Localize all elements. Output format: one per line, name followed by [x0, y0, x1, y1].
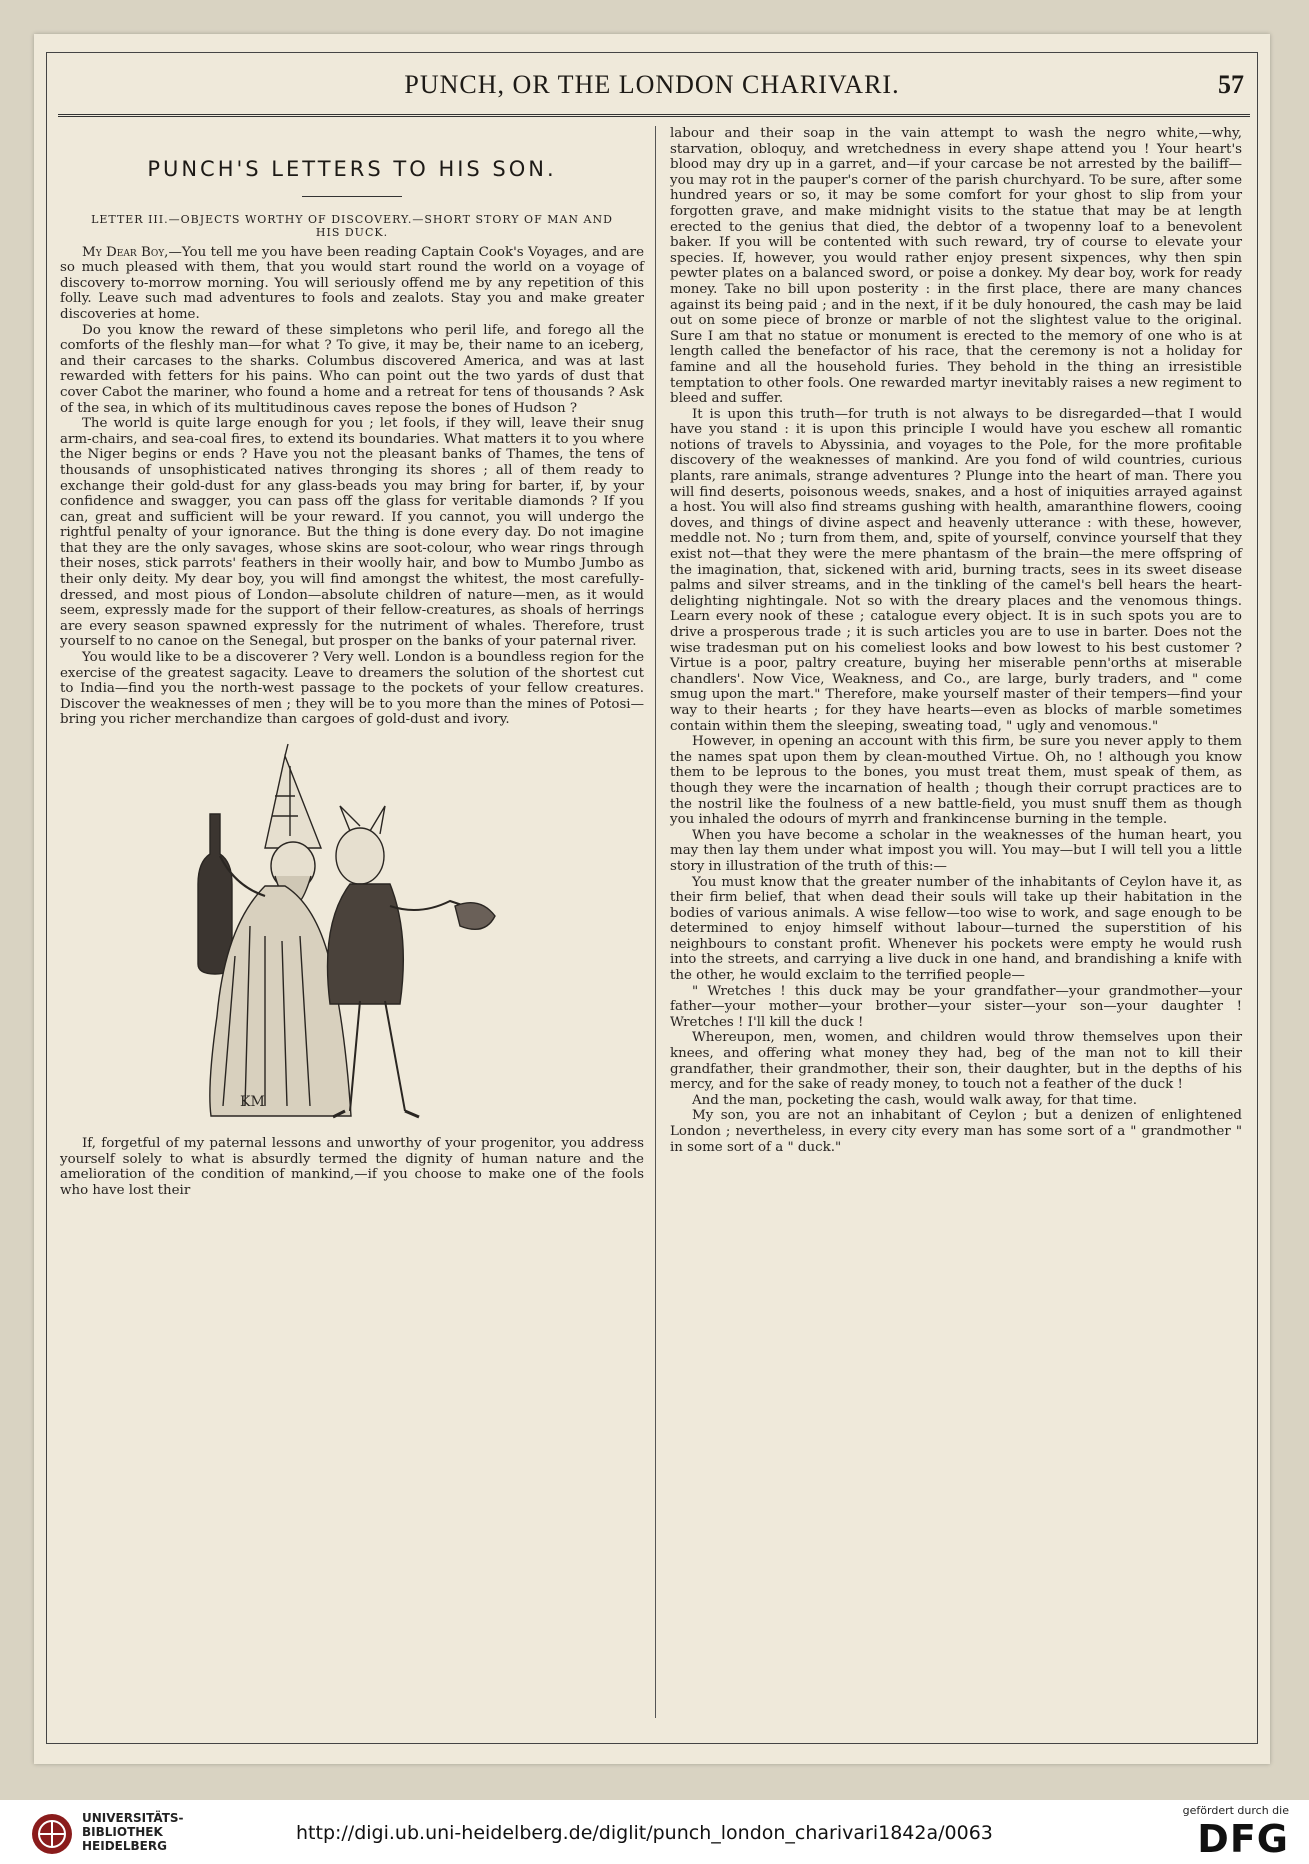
source-url-link[interactable]: http://digi.ub.uni-heidelberg.de/diglit/punch_london_charivari1842a/0063: [296, 1822, 993, 1844]
dfg-logo: DFG: [1197, 1817, 1289, 1861]
paragraph: And the man, pocketing the cash, would walk away, for that time.: [692, 1092, 1138, 1108]
right-column: [670, 126, 1242, 1155]
institution-name: UNIVERSITÄTS- BIBLIOTHEK HEIDELBERG: [82, 1811, 184, 1853]
article-title: PUNCH'S LETTERS TO HIS SON.: [147, 157, 557, 181]
paragraph: It is upon this truth—for truth is not always to be disregarded—that I would have you stand : it is upon this principle I would have you eschew all romantic notions of travels to Abyssinia, and voyages to the Pole, for the more profitable discovery of the weaknesses of mankind. Are you fond of wild countries, curious plants, rare animals, strange adventures ? Plunge into the heart of man. There you will find deserts, poisonous weeds, snakes, and a host of iniquities arrayed against a host. You will also find streams gushing with health, amaranthine flowers, cooing doves, and things of divine aspect and heavenly utterance : with these, however, meddle not. No ; turn from them, and, spite of yourself, convince yourself that they exist not—that they were the mere phantasm of the brain—the mere offspring of the imagination, that, sickened with arid, burning tracts, sees in its sweet disease palms and silver streams, and in the tinkling of the camel's bell hears the heart-delighting nightingale. Not so with the dreary places and the venomous things. Learn every nook of these ; catalogue every object. It is in such spots you are to drive a prosperous trade ; it is such articles you are to use in barter. Does not the wise tradesman put on his comeliest looks and bow lowest to his best customer ? Virtue is a poor, paltry creature, buying her miserable penn'orths at miserable chandlers'. Now Vice, Weakness, and Co., are large, burly traders, and " come smug upon the mart." Therefore, make yourself master of their tempers—find your way to their hearts ; for they have hearts—even as blocks of marble sometimes contain within them the sleeping, sweating toad, " ugly and venomous.": [670, 406, 1242, 734]
page-header: [34, 70, 1270, 110]
running-title: PUNCH, OR THE LONDON CHARIVARI.: [404, 70, 900, 99]
paragraph: labour and their soap in the vain attempt to wash the negro white,—why, starvation, obloquy, and wretchedness in every shape attend you ! Your heart's blood may dry up in a garret, and—if your carcase be not arrested by the bailiff—you may rot in the pauper's corner of the parish churchyard. To be sure, after some hundred years or so, it may be some comfort for your ghost to slip from your forgotten grave, and make midnight visits to the statue that may be at length erected to the genius that died, the debtor of a twopenny loaf to a benevolent baker. If you will be contented with such reward, try of course to elevate your species. If, however, you would rather enjoy present sixpences, why then spin pewter plates on a balanced sword, or poise a donkey. My dear boy, work for ready money. Take no bill upon posterity : in the first place, there are many chances against its being paid ; and in the next, if it be duly honoured, the cash may be laid out on some piece of bronze or marble of not the slightest value to the original. Sure I am that no statue or monument is erected to the memory of one who is at length called the benefactor of his race, that the ceremony is not a holiday for famine and all the household furies. They behold in the thing an irresistible temptation to other fools. One rewarded martyr inevitably raises a new regiment to bleed and suffer.: [670, 126, 1242, 407]
paragraph: However, in opening an account with this firm, be sure you never apply to them the names spat upon them by clean-mouthed Virtue. Oh, no ! although you know them to be leprous to the bones, you must treat them, must speak of them, as though they were the incarnation of health ; though their corrupt practices are to the nostril like the foulness of a new battle-field, you must snuff them as though you inhaled the odours of myrrh and frankincense burning in the temple.: [670, 734, 1242, 828]
page-number: 57: [1218, 70, 1244, 99]
footer-bar: [0, 1800, 1309, 1864]
paragraph: Whereupon, men, women, and children would throw themselves upon their knees, and offering what money they had, beg of the man not to kill their grandfather, their grandmother, their son, their daughter, but in the depths of his mercy, and for the sake of ready money, to touch not a feather of the duck !: [670, 1030, 1242, 1093]
engraving-drawing: [60, 736, 644, 1126]
paragraph: My Dear Boy,—You tell me you have been reading Captain Cook's Voyages, and are so much pleased with them, that you would start round the world on a voyage of discovery to-morrow morning. You will seriously offend me by any repetition of this folly. Leave such mad adventures to fools and zealots. Stay you and make greater discoveries at home.: [60, 244, 644, 322]
column-divider: [655, 126, 656, 1718]
paragraph: When you have become a scholar in the weaknesses of the human heart, you may then lay them under what impost you will. You may—but I will tell you a little story in illustration of the truth of this:—: [670, 827, 1242, 874]
header-rule: [58, 114, 1250, 117]
salutation: My Dear Boy,: [82, 244, 169, 260]
article-subtitle: LETTER III.—OBJECTS WORTHY OF DISCOVERY.—SHORT STORY OF MAN AND HIS DUCK.: [91, 212, 613, 239]
paragraph: My son, you are not an inhabitant of Ceylon ; but a denizen of enlightened London ; nevertheless, in every city every man has some sort of a " grandmother " in some sort of a " duck.": [670, 1108, 1242, 1155]
scanned-page: [34, 34, 1270, 1764]
paragraph: Do you know the reward of these simpletons who peril life, and forego all the comforts of the fleshly man—for what ? To give, it may be, their name to an iceberg, and their carcases to the sharks. Columbus discovered America, and was at last rewarded with fetters for his pains. Who can point out the two yards of dust that cover Cabot the mariner, who found a home and a retreat for tens of thousands ? Ask of the sea, in which of its multitudinous caves repose the bones of Hudson ?: [60, 322, 644, 416]
title-rule: [302, 196, 402, 197]
paragraph: " Wretches ! this duck may be your grandfather—your grandmother—your father—your mother—your brother—your sister—your son—your daughter ! Wretches ! I'll kill the duck !: [670, 983, 1242, 1030]
university-seal-icon: [30, 1812, 74, 1856]
left-column: [60, 126, 644, 1198]
paragraph: You would like to be a discoverer ? Very well. London is a boundless region for the exercise of the greatest sagacity. Leave to dreamers the solution of the shortest cut to India—find you the north-west passage to the pockets of your fellow creatures. Discover the weaknesses of men ; they will be to you more than the mines of Potosi—bring you richer merchandize than cargoes of gold-dust and ivory.: [60, 650, 644, 728]
engraving-illustration: [60, 736, 644, 1126]
funded-by-label: gefördert durch die: [1182, 1804, 1289, 1817]
paragraph: You must know that the greater number of the inhabitants of Ceylon have it, as their firm belief, that when dead their souls will take up their habitation in the bodies of various animals. A wise fellow—too wise to work, and sage enough to be determined to enjoy himself without labour—turned the superstition of his neighbours to constant profit. Whenever his pockets were empty he would rush into the streets, and carrying a live duck in one hand, and brandishing a knife with the other, he would exclaim to the terrified people—: [670, 874, 1242, 984]
paragraph: If, forgetful of my paternal lessons and unworthy of your progenitor, you address yourself solely to what is absurdly termed the dignity of human nature and the amelioration of the condition of mankind,—if you choose to make one of the fools who have lost their: [60, 1136, 644, 1198]
paragraph: The world is quite large enough for you ; let fools, if they will, leave their snug arm-chairs, and sea-coal fires, to extend its boundaries. What matters it to you where the Niger begins or ends ? Have you not the pleasant banks of Thames, the tens of thousands of unsophisticated natives thronging its shores ; all of them ready to exchange their gold-dust for any glass-beads you may bring for barter, if, by your confidence and swagger, you can pass off the glass for veritable diamonds ? If you can, great and sufficient will be your reward. If you cannot, you will undergo the rightful penalty of your ignorance. But the thing is done every day. Do not imagine that they are the only savages, whose skins are soot-colour, who wear rings through their noses, stick parrots' feathers in their woolly hair, and bow to Mumbo Jumbo as their only deity. My dear boy, you will find amongst the whitest, the most carefully-dressed, and most pious of London—absolute children of nature—men, as it would seem, expressly made for the support of their fellow-creatures, as shoals of herrings are every season spawned expressly for the nutriment of whales. Therefore, trust yourself to no canoe on the Senegal, but prosper on the banks of your paternal river.: [60, 416, 644, 650]
artist-signature: KM: [240, 1094, 265, 1110]
